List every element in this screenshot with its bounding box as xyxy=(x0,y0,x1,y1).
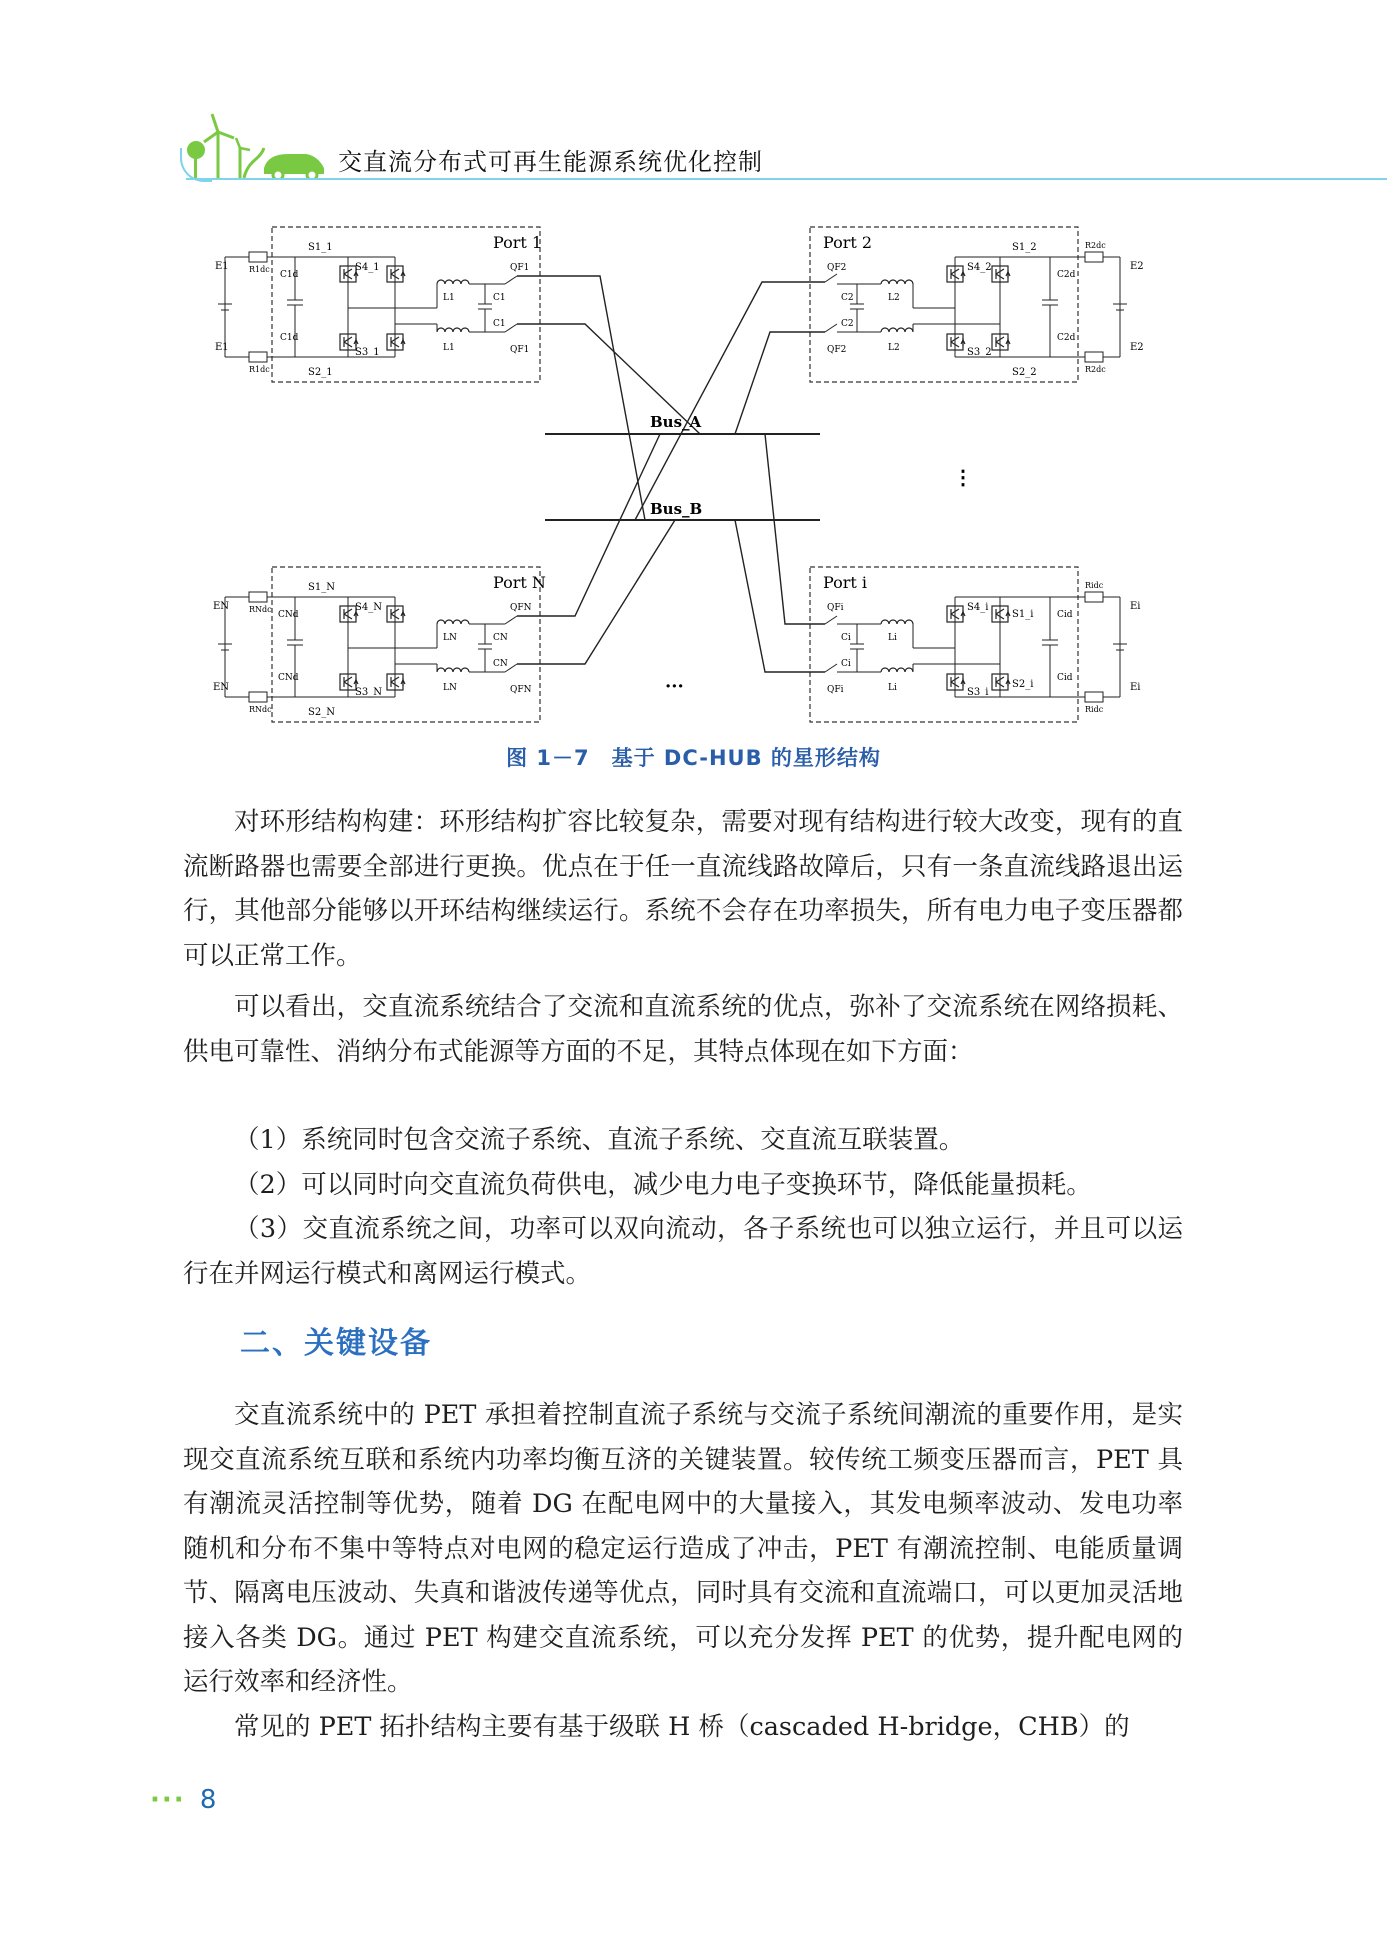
figure-caption: 图 1－7 基于 DC-HUB 的星形结构 xyxy=(506,746,881,770)
switch-label: S3_2 xyxy=(967,347,992,358)
list-item: （2）可以同时向交直流负荷供电，减少电力电子变换环节，降低能量损耗。 xyxy=(234,1170,1092,1200)
resistor-label: RNdc xyxy=(249,705,272,714)
resistor-label: R2dc xyxy=(1085,365,1106,374)
cap-label: Ci xyxy=(841,659,851,669)
bus-network xyxy=(517,276,825,672)
running-header-title: 交直流分布式可再生能源系统优化控制 xyxy=(338,148,763,176)
switch-label: S2_N xyxy=(308,707,335,718)
qf-label: QF1 xyxy=(510,263,530,273)
switch-label: S1_N xyxy=(308,582,335,593)
ind-label: LN xyxy=(443,683,457,693)
ind-label: L1 xyxy=(443,293,455,303)
resistor-label: R1dc xyxy=(249,265,270,274)
port-n xyxy=(213,567,546,722)
paragraph: 可以看出，交直流系统结合了交流和直流系统的优点，弥补了交流系统在网络损耗、供电可靠性、消纳分布式能源等方面的不足，其特点体现在如下方面： xyxy=(183,992,1183,1067)
ind-label: Li xyxy=(888,633,897,643)
resistor-label: R1dc xyxy=(249,365,270,374)
section-heading: 二、关键设备 xyxy=(240,1326,432,1361)
qf-label: QF1 xyxy=(510,345,530,355)
ind-label: LN xyxy=(443,633,457,643)
cap-label: CN xyxy=(493,659,508,669)
resistor-label: RNdc xyxy=(249,605,272,614)
src-label: Ei xyxy=(1130,682,1141,693)
bus-a-label: Bus_A xyxy=(650,413,702,431)
page-dots: ··· xyxy=(150,1785,186,1815)
horizontal-ellipsis: ··· xyxy=(665,676,684,697)
qf-label: QFN xyxy=(510,685,532,695)
port-1 xyxy=(215,227,542,382)
switch-label: S3_N xyxy=(355,687,382,698)
switch-label: S4_1 xyxy=(355,262,380,273)
cap-label: C2 xyxy=(841,319,854,329)
cap-label: CNd xyxy=(278,673,299,683)
ind-label: Li xyxy=(888,683,897,693)
resistor-label: Ridc xyxy=(1085,581,1104,590)
figure-dc-hub-star xyxy=(205,222,1165,746)
port-i xyxy=(810,567,1141,722)
cap-label: Cid xyxy=(1057,673,1073,683)
page-number-value: 8 xyxy=(199,1785,217,1815)
switch-label: S2_1 xyxy=(308,367,333,378)
port-i-title: Port i xyxy=(823,573,868,592)
resistor-label: R2dc xyxy=(1085,241,1106,250)
port-1-title: Port 1 xyxy=(493,233,543,252)
cap-label: C1 xyxy=(493,319,506,329)
src-label: EN xyxy=(213,601,230,612)
switch-label: S3_1 xyxy=(355,347,380,358)
port-2 xyxy=(810,227,1144,382)
switch-label: S2_i xyxy=(1012,679,1034,690)
cap-label: Cid xyxy=(1057,610,1073,620)
list-item: （1）系统同时包含交流子系统、直流子系统、交直流互联装置。 xyxy=(234,1125,965,1155)
bus-b-label: Bus_B xyxy=(650,500,703,518)
port-2-title: Port 2 xyxy=(823,233,873,252)
cap-label: C1d xyxy=(280,333,299,343)
src-label: EN xyxy=(213,682,230,693)
switch-label: S4_2 xyxy=(967,262,992,273)
src-label: E2 xyxy=(1130,342,1144,353)
switch-label: S4_i xyxy=(967,602,989,613)
switch-label: S1_2 xyxy=(1012,242,1037,253)
switch-label: S2_2 xyxy=(1012,367,1037,378)
ind-label: L2 xyxy=(888,293,900,303)
cap-label: C1d xyxy=(280,270,299,280)
paragraph: 对环形结构构建：环形结构扩容比较复杂，需要对现有结构进行较大改变，现有的直流断路器也需要全部进行更换。优点在于任一直流线路故障后，只有一条直流线路退出运行，其他部分能够以开环结构继续运行。系统不会存在功率损失，所有电力电子变压器都可以正常工作。 xyxy=(183,807,1183,971)
cap-label: Ci xyxy=(841,633,851,643)
port-n-title: Port N xyxy=(493,573,546,592)
cap-label: CNd xyxy=(278,610,299,620)
switch-label: S4_N xyxy=(355,602,382,613)
qf-label: QF2 xyxy=(827,345,847,355)
qf-label: QFN xyxy=(510,603,532,613)
src-label: E1 xyxy=(215,342,229,353)
switch-label: S3_i xyxy=(967,687,989,698)
list-item: （3）交直流系统之间，功率可以双向流动，各子系统也可以独立运行，并且可以运行在并网运行模式和离网运行模式。 xyxy=(183,1214,1183,1289)
resistor-label: Ridc xyxy=(1085,705,1104,714)
cap-label: C2d xyxy=(1057,270,1076,280)
qf-label: QFi xyxy=(827,603,844,613)
qf-label: QFi xyxy=(827,685,844,695)
cap-label: C2 xyxy=(841,293,854,303)
cap-label: C1 xyxy=(493,293,506,303)
vertical-ellipsis: ⋮ xyxy=(953,465,973,489)
header-rule xyxy=(186,178,1387,180)
src-label: E2 xyxy=(1130,261,1144,272)
switch-label: S1_i xyxy=(1012,609,1034,620)
paragraph: 常见的 PET 拓扑结构主要有基于级联 H 桥（cascaded H-bridge，CHB）的 xyxy=(234,1712,1130,1742)
page-number xyxy=(150,1785,216,1815)
cap-label: CN xyxy=(493,633,508,643)
ind-label: L1 xyxy=(443,343,455,353)
src-label: E1 xyxy=(215,261,229,272)
switch-label: S1_1 xyxy=(308,242,333,253)
ind-label: L2 xyxy=(888,343,900,353)
src-label: Ei xyxy=(1130,601,1141,612)
circuit-diagram xyxy=(205,222,1165,742)
qf-label: QF2 xyxy=(827,263,847,273)
cap-label: C2d xyxy=(1057,333,1076,343)
paragraph: 交直流系统中的 PET 承担着控制直流子系统与交流子系统间潮流的重要作用，是实现交直流系统互联和系统内功率均衡互济的关键装置。较传统工频变压器而言，PET 具有潮流灵活控制等优势，随着 DG 在配电网中的大量接入，其发电频率波动、发电功率随机和分布不集中等特点对电网的稳定运行造成了冲击，PET 有潮流控制、电能质量调节、隔离电压波动、失真和谐波传递等优点，同时具有交流和直流端口，可以更加灵活地接入各类 DG。通过 PET 构建交直流系统，可以充分发挥 PET 的优势，提升配电网的运行效率和经济性。 xyxy=(183,1400,1183,1697)
